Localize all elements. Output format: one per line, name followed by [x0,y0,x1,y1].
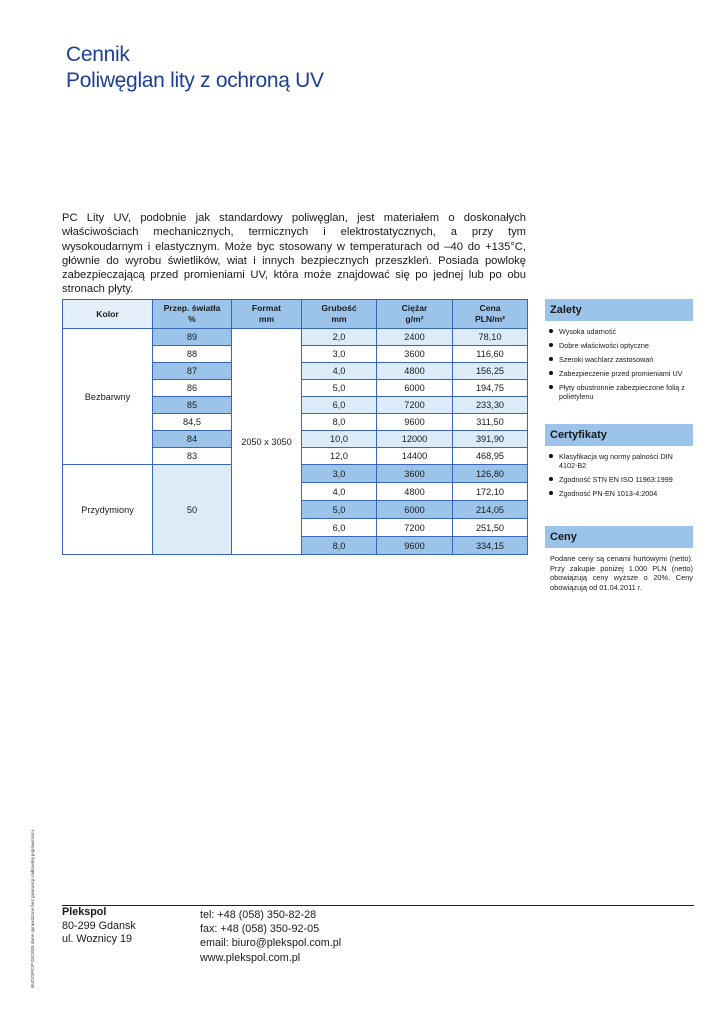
przep-cell: 88 [153,346,232,363]
cena-cell: 126,80 [453,465,528,483]
page-title [66,42,324,94]
price-table [62,299,528,555]
przep-cell: 85 [153,397,232,414]
ceny-box [545,526,693,592]
cena-cell: 78,10 [453,329,528,346]
grubosc-cell: 4,0 [302,363,377,380]
przep-cell: 83 [153,448,232,465]
header-przep: Przep. światła % [153,300,232,329]
grubosc-cell: 10,0 [302,431,377,448]
grubosc-cell: 12,0 [302,448,377,465]
cena-cell: 233,30 [453,397,528,414]
footer-contact [200,908,341,965]
footer-address [62,906,136,947]
format-cell: 2050 x 3050 [232,329,302,555]
list-item: Zabezpieczenie przed promieniami UV [545,369,693,378]
cena-cell: 311,50 [453,414,528,431]
ceny-text: Podane ceny są cenami hurtowymi (netto). Przy zakupie poniżej 1.000 PLN (netto) obowiązują ceny wyższe o 20%. Ceny obowiązują od 01.04.2011 r. [550,554,693,592]
table-header-row [63,300,528,329]
przep-cell: 84,5 [153,414,232,431]
przep-cell: 86 [153,380,232,397]
intro-paragraph: PC Lity UV, podobnie jak standardowy poliwęglan, jest materiałem o doskonałych właściwościach mechanicznych, termicznych i elektrostatycznych, a przy tym wysokoudarnym i elastycznym. Może byc stosowany w temperaturach od –40 do +135°C, głównie do wyrobu świetlików, wiat i innych bezpiecznych przeszkleń. Posiada powlokę zabezpieczającą przed promieniami UV, która może znajdować się po jednej lub po obu stronach płyty. [62,212,526,296]
table-row [63,329,528,346]
ciezar-cell: 9600 [377,414,453,431]
kolor-cell: Przydymiony [63,465,153,555]
footer-divider [62,905,694,906]
ciezar-cell: 7200 [377,397,453,414]
list-item: Zgodność PN-EN 1013-4:2004 [545,489,693,498]
footer-email-link[interactable]: email: biuro@plekspol.com.pl [200,937,342,950]
cena-cell: 334,15 [453,537,528,555]
grubosc-cell: 3,0 [302,346,377,363]
vertical-disclaimer: BUD/SP/DP 03/2009 dane sprawdzone bez gwarancji całkowitej poprawności. [30,829,35,988]
header-grubosc: Grubość mm [302,300,377,329]
grubosc-cell: 5,0 [302,380,377,397]
kolor-cell: Bezbarwny [63,329,153,465]
grubosc-cell: 3,0 [302,465,377,483]
list-item: Wysoka udarność [545,327,693,336]
przep-cell: 84 [153,431,232,448]
list-item: Szeroki wachlarz zastosowań [545,355,693,364]
list-item: Płyty obustronnie zabezpieczone folią z polietylenu [545,383,693,401]
grubosc-cell: 4,0 [302,483,377,501]
ciezar-cell: 7200 [377,519,453,537]
grubosc-cell: 8,0 [302,537,377,555]
list-item: Zgodność STN EN ISO 11963:1999 [545,475,693,484]
cena-cell: 116,60 [453,346,528,363]
footer-street: ul. Woznicy 19 [62,933,133,946]
ciezar-cell: 14400 [377,448,453,465]
ciezar-cell: 3600 [377,465,453,483]
header-kolor: Kolor [63,300,153,329]
zalety-list [545,327,693,401]
cena-cell: 194,75 [453,380,528,397]
przep-cell: 89 [153,329,232,346]
certyfikaty-heading: Certyfikaty [545,424,693,446]
grubosc-cell: 5,0 [302,501,377,519]
ciezar-cell: 4800 [377,483,453,501]
ciezar-cell: 12000 [377,431,453,448]
footer-www-link[interactable]: www.plekspol.com.pl [200,951,301,964]
grubosc-cell: 2,0 [302,329,377,346]
cena-cell: 156,25 [453,363,528,380]
header-format: Format mm [232,300,302,329]
certyfikaty-list [545,452,693,498]
footer-city: 80-299 Gdansk [62,919,136,932]
cena-cell: 468,95 [453,448,528,465]
ceny-heading: Ceny [545,526,693,548]
company-name: Plekspol [62,906,107,918]
list-item: Dobre właściwości optyczne [545,341,693,350]
grubosc-cell: 8,0 [302,414,377,431]
przep-cell: 50 [153,465,232,555]
title-line-1: Cennik [66,43,130,66]
cena-cell: 172,10 [453,483,528,501]
zalety-box [545,299,693,406]
grubosc-cell: 6,0 [302,519,377,537]
zalety-heading: Zalety [545,299,693,321]
ciezar-cell: 6000 [377,501,453,519]
ciezar-cell: 4800 [377,363,453,380]
header-ciezar: Ciężar g/m² [377,300,453,329]
ciezar-cell: 2400 [377,329,453,346]
footer-tel: tel: +48 (058) 350-82-28 [200,909,317,921]
cena-cell: 214,05 [453,501,528,519]
cena-cell: 251,50 [453,519,528,537]
przep-cell: 87 [153,363,232,380]
title-line-2: Poliwęglan lity z ochroną UV [66,69,324,92]
list-item: Klasyfikacja wg normy palności DIN 4102-B2 [545,452,693,470]
header-cena: Cena PLN/m² [453,300,528,329]
certyfikaty-box [545,424,693,503]
grubosc-cell: 6,0 [302,397,377,414]
ciezar-cell: 3600 [377,346,453,363]
ciezar-cell: 6000 [377,380,453,397]
footer-fax: fax: +48 (058) 350-92-05 [200,923,320,936]
ciezar-cell: 9600 [377,537,453,555]
cena-cell: 391,90 [453,431,528,448]
